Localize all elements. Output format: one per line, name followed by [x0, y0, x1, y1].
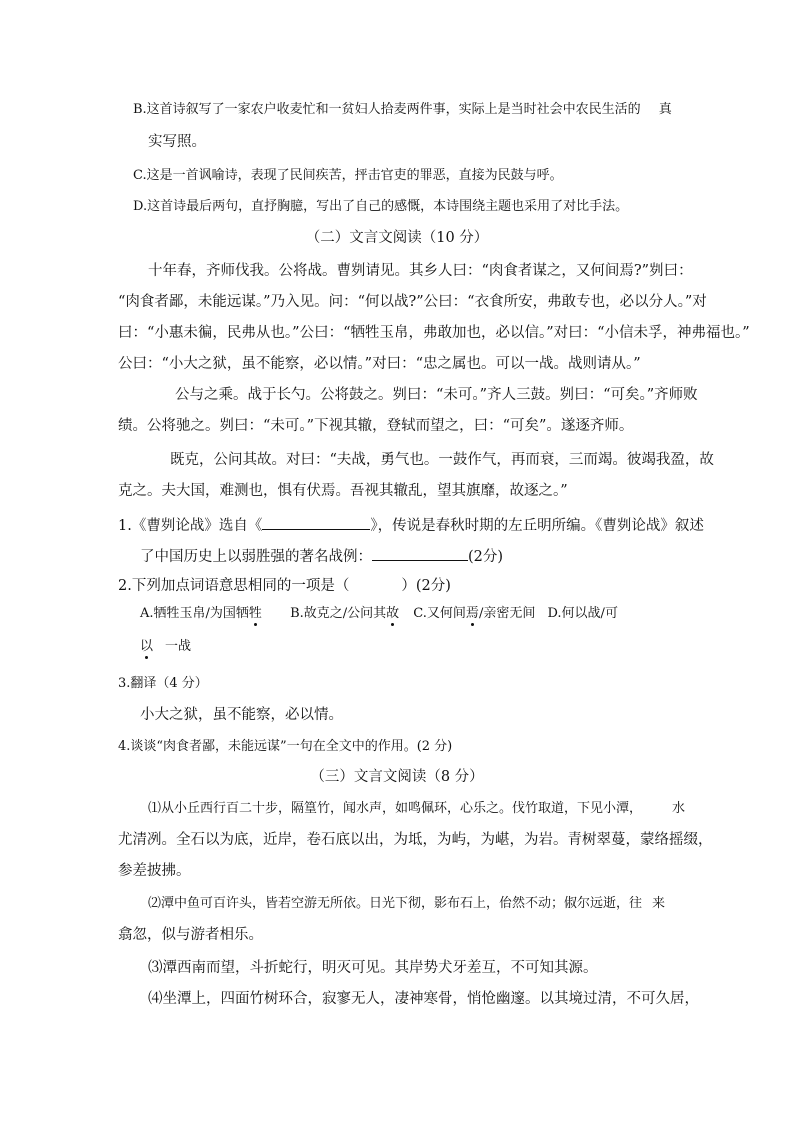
option-b-line1: B.这首诗叙写了一家农户收麦忙和一贫妇人拾麦两件事，实际上是当时社会中农民生活的 真 — [133, 102, 672, 117]
passage-line: 翕忽，似与游者相乐。 — [118, 927, 263, 943]
passage-line: ⑴从小丘西行百二十步，隔篁竹，闻水声，如鸣佩环，心乐之。伐竹取道，下见小潭， 水 — [148, 801, 686, 816]
question-2: 2.下列加点词语意思相同的一项是（ ）(2分) — [118, 578, 451, 594]
passage-line: 尤清冽。全石以为底，近岸，卷石底以出，为坻，为屿，为嵁，为岩。青树翠蔓，蒙络摇缀， — [118, 832, 713, 848]
section-title-classical-reading-3: （三）文言文阅读（8 分） — [310, 769, 484, 785]
question-4: 4.谈谈“肉食者鄙，未能远谋”一句在全文中的作用。(2 分) — [118, 739, 453, 754]
question-2-options-line1: A.牺牲玉帛/为国牺牲 B.故克之/公问其故 C.又何间焉/亲密无间 D.何以战/可 — [140, 606, 618, 621]
passage-line: 克之。夫大国，难测也，惧有伏焉。吾视其辙乱，望其旗靡，故逐之。” — [118, 483, 568, 499]
passage-line: 绩。公将驰之。刿曰：“未可。”下视其辙，登轼而望之，曰：“可矣”。遂逐齐师。 — [118, 418, 634, 434]
question-3-sentence: 小大之狱，虽不能察，必以情。 — [140, 707, 343, 723]
section-title-classical-reading-2: （二）文言文阅读（10 分） — [305, 230, 489, 246]
question-1-line2: 了中国历史上以弱胜强的著名战例： (2分) — [140, 546, 503, 566]
question-2-options-line2: 以 一战 — [140, 639, 192, 654]
passage-line: 公曰：“小大之狱，虽不能察，必以情。”对曰：“忠之属也。可以一战。战则请从。” — [118, 356, 641, 372]
passage-line: ⑶潭西南而望，斗折蛇行，明灭可见。其岸势犬牙差互，不可知其源。 — [148, 960, 598, 976]
answer-blank[interactable] — [372, 546, 468, 561]
option-b-line2: 实写照。 — [148, 134, 206, 150]
option-d: D.这首诗最后两句，直抒胸臆，写出了自己的感慨，本诗围绕主题也采用了对比手法。 — [133, 199, 629, 214]
question-1-line1: 1.《曹刿论战》选自《 》，传说是春秋时期的左丘明所编。《曹刿论战》叙述 — [118, 515, 704, 535]
passage-line: 既克，公问其故。对曰：“夫战，勇气也。一鼓作气，再而衰，三而竭。彼竭我盈，故 — [170, 452, 714, 468]
passage-line: 参差披拂。 — [118, 863, 191, 879]
passage-line: “肉食者鄙，未能远谋。”乃入见。问：“何以战?”公曰：“衣食所安，弗敢专也，必以分人。”对 — [118, 294, 707, 310]
answer-blank[interactable] — [262, 515, 370, 530]
passage-line: ⑵潭中鱼可百许头，皆若空游无所依。日光下彻，影布石上，佁然不动；俶尔远逝，往 来 — [148, 896, 666, 911]
passage-line: ⑷坐潭上，四面竹树环合，寂寥无人，凄神寒骨，悄怆幽邃。以其境过清，不可久居， — [148, 991, 699, 1007]
passage-line: 公与之乘。战于长勺。公将鼓之。刿曰：“未可。”齐人三鼓。刿曰：“可矣。”齐师败 — [175, 387, 698, 403]
option-c: C.这是一首讽喻诗，表现了民间疾苦，抨击官吏的罪恶，直接为民鼓与呼。 — [133, 168, 563, 183]
passage-line: 十年春，齐师伐我。公将战。曹刿请见。其乡人曰：“肉食者谋之，又何间焉?”刿曰： — [148, 263, 693, 279]
question-3: 3.翻译（4 分） — [118, 676, 208, 691]
passage-line: 曰：“小惠未徧，民弗从也。”公曰：“牺牲玉帛，弗敢加也，必以信。”对曰：“小信未孚，神弗福也。” — [118, 325, 750, 341]
